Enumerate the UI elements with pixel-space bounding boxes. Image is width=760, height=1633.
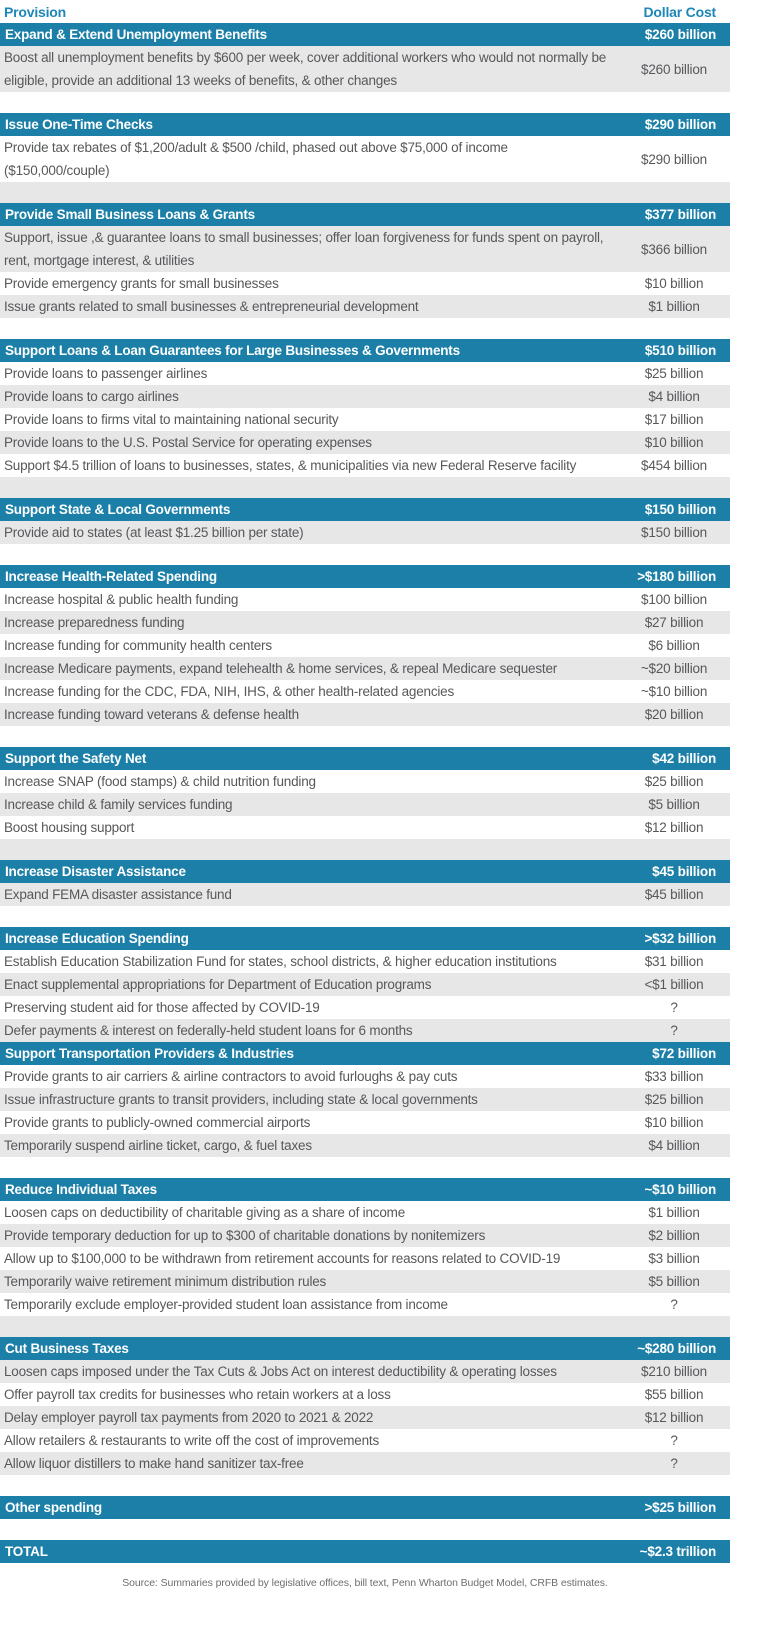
cost-cell: $45 billion — [644, 887, 704, 902]
cost-cell: $210 billion — [641, 1364, 707, 1379]
provision-cell: Support, issue ,& guarantee loans to small businesses; offer loan forgiveness for funds spent on payroll, rent, mortgage interest, & utilities — [4, 230, 604, 268]
cost-cell: $6 billion — [648, 638, 700, 653]
section-header — [0, 1496, 730, 1519]
section-title: Reduce Individual Taxes — [5, 1182, 157, 1197]
table-row — [0, 1293, 730, 1316]
section-cost: >$25 billion — [644, 1500, 716, 1515]
section-gap — [0, 1519, 730, 1540]
section-header — [0, 860, 730, 883]
table-row — [0, 385, 730, 408]
section-title: Increase Disaster Assistance — [5, 864, 186, 879]
section-header — [0, 1540, 730, 1563]
provision-cell: Establish Education Stabilization Fund for states, school districts, & higher education institutions — [4, 954, 557, 969]
section-cost: ~$280 billion — [637, 1341, 716, 1356]
section-cost: >$180 billion — [637, 569, 716, 584]
cost-cell: $454 billion — [641, 458, 707, 473]
table-row — [0, 634, 730, 657]
cost-cell: $17 billion — [644, 412, 704, 427]
table-row — [0, 1360, 730, 1383]
provision-cell: Increase child & family services funding — [4, 797, 233, 812]
table-row — [0, 883, 730, 906]
section-gap — [0, 1475, 730, 1496]
cost-cell: $1 billion — [648, 1205, 700, 1220]
cost-cell: $3 billion — [648, 1251, 700, 1266]
cost-cell: $25 billion — [644, 1092, 704, 1107]
cost-cell: $2 billion — [648, 1228, 700, 1243]
cost-cell: $27 billion — [644, 615, 704, 630]
section-header — [0, 203, 730, 226]
table-row — [0, 1019, 730, 1042]
table-row — [0, 46, 730, 92]
source-note: Source: Summaries provided by legislative offices, bill text, Penn Wharton Budget Model, CRFB estimates. — [122, 1577, 608, 1589]
section-header — [0, 565, 730, 588]
provision-cell: Provide grants to publicly-owned commercial airports — [4, 1115, 311, 1130]
section-title: Support Transportation Providers & Industries — [5, 1046, 294, 1061]
provision-cell: Temporarily waive retirement minimum distribution rules — [4, 1274, 327, 1289]
column-header-row — [0, 0, 730, 23]
section-cost: $290 billion — [644, 117, 716, 132]
section-title: Expand & Extend Unemployment Benefits — [5, 27, 267, 42]
cost-cell: $55 billion — [644, 1387, 704, 1402]
section-title: Other spending — [5, 1500, 102, 1515]
cost-cell: $290 billion — [641, 151, 707, 167]
provision-cell: Provide temporary deduction for up to $300 of charitable donations by nonitemizers — [4, 1228, 486, 1243]
table-row — [0, 1088, 730, 1111]
table-row — [0, 362, 730, 385]
section-cost: $45 billion — [652, 864, 716, 879]
section-header — [0, 1178, 730, 1201]
table-row — [0, 996, 730, 1019]
provision-cell: Allow liquor distillers to make hand sanitizer tax-free — [4, 1456, 304, 1471]
table-row — [0, 816, 730, 839]
provision-cell: Enact supplemental appropriations for Department of Education programs — [4, 977, 432, 992]
cost-cell: $260 billion — [641, 61, 707, 77]
section-header — [0, 1042, 730, 1065]
provision-cell: Temporarily exclude employer-provided student loan assistance from income — [4, 1297, 448, 1312]
provision-cell: Increase funding toward veterans & defense health — [4, 707, 299, 722]
section-title: Cut Business Taxes — [5, 1341, 129, 1356]
section-gap — [0, 182, 730, 203]
table-row — [0, 1270, 730, 1293]
section-title: Provide Small Business Loans & Grants — [5, 207, 255, 222]
provision-cell: Increase Medicare payments, expand telehealth & home services, & repeal Medicare sequester — [4, 661, 558, 676]
table-row — [0, 950, 730, 973]
cost-cell: $12 billion — [644, 820, 704, 835]
cost-cell: $10 billion — [644, 435, 704, 450]
provision-cell: Increase hospital & public health funding — [4, 592, 239, 607]
provision-cell: Support $4.5 trillion of loans to businesses, states, & municipalities via new Federal Reserve facility — [4, 458, 577, 473]
section-title: Increase Education Spending — [5, 931, 189, 946]
table-row — [0, 408, 730, 431]
table-row — [0, 431, 730, 454]
cost-cell: $5 billion — [648, 797, 700, 812]
column-header-provision: Provision — [4, 3, 66, 20]
table-body — [0, 23, 730, 1563]
provision-cell: Offer payroll tax credits for businesses who retain workers at a loss — [4, 1387, 391, 1402]
table-row — [0, 1224, 730, 1247]
column-header-cost: Dollar Cost — [643, 3, 716, 20]
provision-cell: Allow up to $100,000 to be withdrawn from retirement accounts for reasons related to COVID-19 — [4, 1251, 561, 1266]
section-cost: $150 billion — [644, 502, 716, 517]
section-header — [0, 927, 730, 950]
provision-cell: Provide loans to firms vital to maintaining national security — [4, 412, 339, 427]
section-gap — [0, 1157, 730, 1178]
cost-cell: ? — [670, 1456, 678, 1471]
section-cost: $260 billion — [644, 27, 716, 42]
provision-cell: Defer payments & interest on federally-held student loans for 6 months — [4, 1023, 413, 1038]
table-row — [0, 1201, 730, 1224]
cost-cell: $12 billion — [644, 1410, 704, 1425]
cost-cell: ? — [670, 1297, 678, 1312]
table-row — [0, 1452, 730, 1475]
table-row — [0, 295, 730, 318]
table-row — [0, 1383, 730, 1406]
provision-cell: Loosen caps on deductibility of charitable giving as a share of income — [4, 1205, 405, 1220]
cost-cell: ? — [670, 1433, 678, 1448]
section-title: Support Loans & Loan Guarantees for Large Businesses & Governments — [5, 343, 460, 358]
cost-cell: $1 billion — [648, 299, 700, 314]
cost-cell: ? — [670, 1023, 678, 1038]
section-title: Issue One-Time Checks — [5, 117, 153, 132]
provision-cell: Provide grants to air carriers & airline contractors to avoid furloughs & pay cuts — [4, 1069, 458, 1084]
section-gap — [0, 92, 730, 113]
section-gap — [0, 318, 730, 339]
table-row — [0, 272, 730, 295]
section-header — [0, 747, 730, 770]
cost-cell: $366 billion — [641, 241, 707, 257]
provision-cell: Preserving student aid for those affected by COVID-19 — [4, 1000, 320, 1015]
provision-cell: Delay employer payroll tax payments from 2020 to 2021 & 2022 — [4, 1410, 374, 1425]
cost-cell: $25 billion — [644, 366, 704, 381]
table-row — [0, 1065, 730, 1088]
table-row — [0, 1134, 730, 1157]
table-row — [0, 136, 730, 182]
table-row — [0, 1247, 730, 1270]
table-row — [0, 588, 730, 611]
cost-cell: $20 billion — [644, 707, 704, 722]
section-header — [0, 498, 730, 521]
table-row — [0, 703, 730, 726]
provision-cell: Provide loans to cargo airlines — [4, 389, 179, 404]
cost-cell: $33 billion — [644, 1069, 704, 1084]
provision-cell: Provide tax rebates of $1,200/adult & $500 /child, phased out above $75,000 of income ($150,000/couple) — [4, 140, 508, 178]
table-row — [0, 521, 730, 544]
section-gap — [0, 544, 730, 565]
cost-cell: $4 billion — [648, 1138, 700, 1153]
table-row — [0, 226, 730, 272]
provision-cell: Provide loans to the U.S. Postal Service for operating expenses — [4, 435, 372, 450]
provision-cell: Issue grants related to small businesses & entrepreneurial development — [4, 299, 419, 314]
provision-cell: Increase funding for community health centers — [4, 638, 272, 653]
provision-cell: Issue infrastructure grants to transit providers, including state & local governments — [4, 1092, 478, 1107]
provision-cell: Loosen caps imposed under the Tax Cuts & Jobs Act on interest deductibility & operating losses — [4, 1364, 557, 1379]
cost-cell: $10 billion — [644, 276, 704, 291]
provision-cell: Provide loans to passenger airlines — [4, 366, 208, 381]
table-row — [0, 657, 730, 680]
section-header — [0, 113, 730, 136]
section-cost: $510 billion — [644, 343, 716, 358]
section-cost: $72 billion — [652, 1046, 716, 1061]
section-gap — [0, 839, 730, 860]
cost-cell: $100 billion — [641, 592, 707, 607]
table-row — [0, 1429, 730, 1452]
provision-cell: Boost all unemployment benefits by $600 per week, cover additional workers who would not normally be eligible, provide an additional 13 weeks of benefits, & other changes — [4, 50, 607, 88]
cost-cell: ~$10 billion — [640, 684, 708, 699]
table-row — [0, 611, 730, 634]
section-gap — [0, 1316, 730, 1337]
provision-cell: Boost housing support — [4, 820, 135, 835]
section-cost: $42 billion — [652, 751, 716, 766]
section-title: Increase Health-Related Spending — [5, 569, 217, 584]
cost-cell: ? — [670, 1000, 678, 1015]
provision-cell: Increase funding for the CDC, FDA, NIH, IHS, & other health-related agencies — [4, 684, 455, 699]
section-cost: >$32 billion — [644, 931, 716, 946]
cost-cell: $4 billion — [648, 389, 700, 404]
cost-cell: $10 billion — [644, 1115, 704, 1130]
section-cost: $377 billion — [644, 207, 716, 222]
section-title: Support State & Local Governments — [5, 502, 231, 517]
section-cost: ~$2.3 trillion — [639, 1544, 716, 1559]
cost-cell: $150 billion — [641, 525, 707, 540]
cost-cell: $5 billion — [648, 1274, 700, 1289]
cost-cell: ~$20 billion — [640, 661, 708, 676]
section-gap — [0, 906, 730, 927]
provision-cell: Temporarily suspend airline ticket, cargo, & fuel taxes — [4, 1138, 312, 1153]
section-title: TOTAL — [5, 1544, 48, 1559]
table-row — [0, 1406, 730, 1429]
provision-cell: Increase SNAP (food stamps) & child nutrition funding — [4, 774, 316, 789]
section-header — [0, 1337, 730, 1360]
section-header — [0, 339, 730, 362]
table-row — [0, 770, 730, 793]
cost-cell: $25 billion — [644, 774, 704, 789]
table-row — [0, 793, 730, 816]
provision-cell: Provide emergency grants for small businesses — [4, 276, 279, 291]
provision-cell: Expand FEMA disaster assistance fund — [4, 887, 232, 902]
section-gap — [0, 477, 730, 498]
provision-cell: Increase preparedness funding — [4, 615, 185, 630]
cost-cell: $31 billion — [644, 954, 704, 969]
table-row — [0, 1111, 730, 1134]
table-row — [0, 680, 730, 703]
table-row — [0, 454, 730, 477]
section-header — [0, 23, 730, 46]
section-gap — [0, 726, 730, 747]
section-title: Support the Safety Net — [5, 751, 147, 766]
provision-cell: Allow retailers & restaurants to write off the cost of improvements — [4, 1433, 380, 1448]
cost-cell: <$1 billion — [644, 977, 704, 992]
provision-cell: Provide aid to states (at least $1.25 billion per state) — [4, 525, 304, 540]
section-cost: ~$10 billion — [644, 1182, 716, 1197]
table-row — [0, 973, 730, 996]
